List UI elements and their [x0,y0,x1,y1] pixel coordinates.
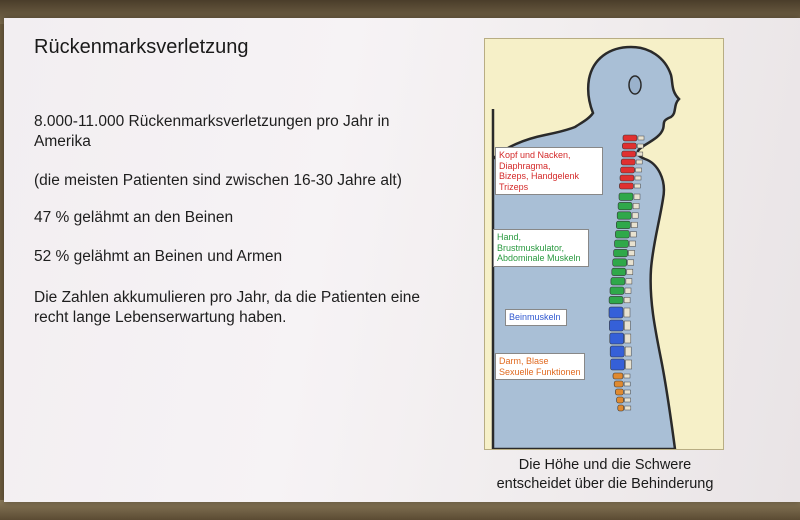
label-thoracic-line: Brustmuskulator, [497,242,565,253]
spinous-process [625,406,631,410]
spinous-process [624,308,630,317]
vertebra [617,212,631,219]
spinous-process [627,269,633,274]
spinous-process [637,144,643,148]
vertebra [622,143,636,149]
vertebra [618,202,632,209]
vertebra [614,249,628,256]
label-thoracic-line: Abdominale Muskeln [497,253,581,263]
spinous-process [634,194,640,199]
spinous-process [638,136,644,140]
vertebra [613,373,623,379]
stat-line-1: 8.000-11.000 Rückenmarksverletzungen pro Jahr in [34,113,390,130]
figure-caption [474,456,736,494]
label-thoracic [493,229,589,267]
spinous-process [635,176,641,180]
label-lumbar [505,309,567,326]
stat-line-1b: Amerika [34,133,91,150]
vertebra [618,405,624,411]
spinous-process [625,288,631,293]
label-thoracic-line: Hand, [497,232,522,242]
spinous-process [625,334,631,343]
spinous-process [625,398,631,402]
vertebra [609,320,623,331]
label-cervical [495,147,603,195]
age-note: (die meisten Patienten sind zwischen 16-30 Jahre alt) [34,172,402,189]
spinous-process [636,168,642,172]
spinous-process [626,360,632,369]
vertebra [613,259,627,266]
vertebra [609,296,623,303]
vertebra [611,278,625,285]
spinous-process [632,213,638,218]
label-sacral [495,353,585,380]
vertebra [610,287,624,294]
vertebra [616,221,630,228]
label-sacral-line: Sexuelle Funktionen [499,366,581,377]
spinous-process [630,241,636,246]
vertebra [611,359,625,370]
vertebra [614,381,623,387]
label-cervical-line: Kopf und Nacken, [499,150,571,160]
spinous-process [625,347,631,356]
legs-paralysis-stat: 47 % gelähmt an den Beinen [34,209,234,226]
vertebra [617,397,624,403]
label-lumbar-line: Beinmuskeln [509,312,561,322]
spinous-process [633,203,639,208]
vertebra [619,193,633,200]
spinous-process [630,232,636,237]
spinous-process [624,382,630,386]
accumulation-note: Die Zahlen akkumulieren pro Jahr, da die Patienten eine [34,289,421,306]
spinous-process [631,222,637,227]
ear [629,76,641,94]
label-cervical-line: Diaphragma, [499,160,551,171]
spinous-process [628,260,634,265]
vertebra [610,346,624,357]
vertebra [612,268,626,275]
spinous-process [637,152,643,156]
spinous-process [624,321,630,330]
legs-arms-paralysis-stat: 52 % gelähmt an Beinen und Armen [34,248,283,265]
vertebra [620,175,634,181]
label-cervical-line: Trizeps [499,181,529,192]
slide-title: Rückenmarksverletzung [34,36,249,58]
spinous-process [624,374,630,378]
vertebra [619,183,633,189]
spine-figure [484,38,724,450]
vertebra [615,389,623,395]
caption-line-1: Die Höhe und die Schwere [518,457,692,473]
spinous-process [629,250,635,255]
spinous-process [634,184,640,188]
vertebra [609,307,623,318]
vertebra [621,167,635,173]
vertebra [615,231,629,238]
vertebra [621,159,635,165]
presentation-slide [4,18,800,502]
label-sacral-line: Darm, Blase [499,356,549,366]
spinous-process [624,297,630,302]
caption-line-2: entscheidet über die Behinderung [496,476,714,492]
vertebra [615,240,629,247]
spinous-process [626,279,632,284]
wall-bottom [0,500,800,520]
vertebra [622,151,636,157]
vertebra [623,135,637,141]
spinous-process [636,160,642,164]
vertebra [610,333,624,344]
accumulation-note-2: recht lange Lebenserwartung haben. [34,309,287,326]
label-cervical-line: Bizeps, Handgelenk [499,171,580,181]
spinous-process [624,390,630,394]
